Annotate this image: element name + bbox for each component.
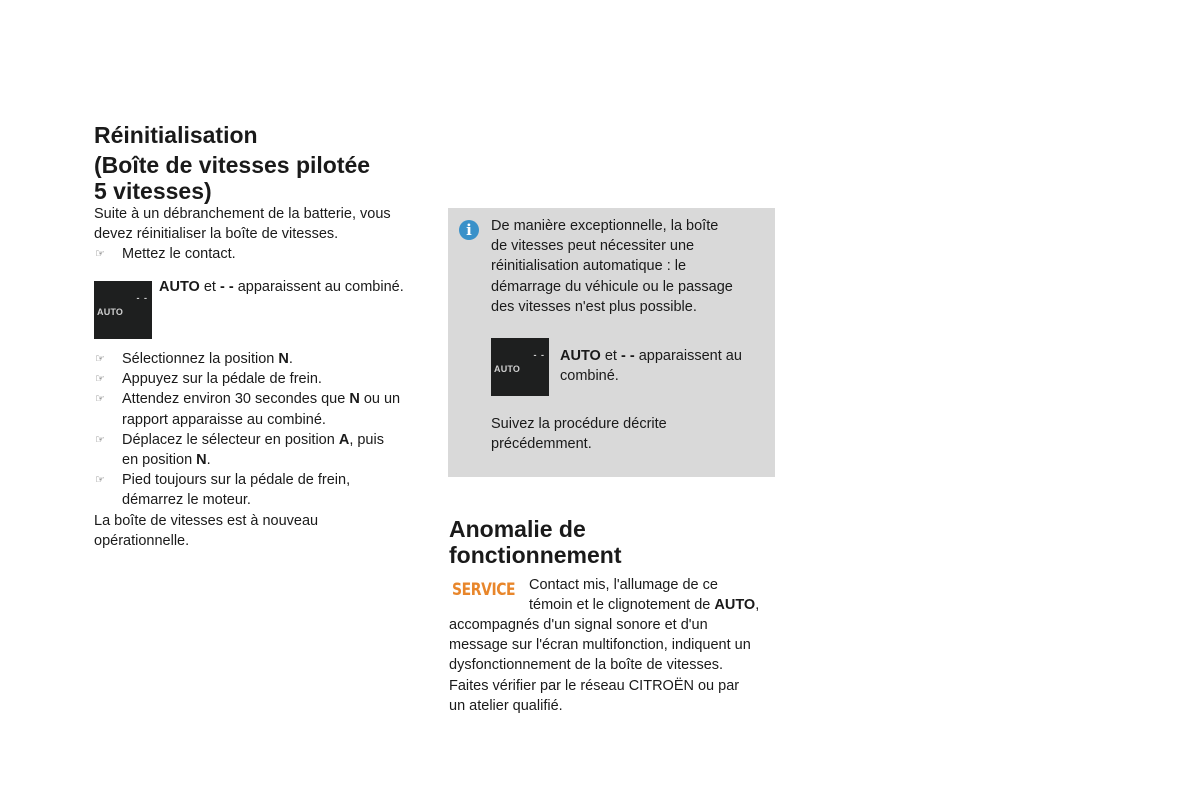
- step-text: , puis: [349, 431, 384, 448]
- step-text: Appuyez sur la pédale de frein.: [122, 371, 322, 388]
- section-title-line3: 5 vitesses): [94, 178, 212, 204]
- auto-label: AUTO: [714, 597, 756, 614]
- section-title-line1: Réinitialisation: [94, 122, 258, 148]
- step-bold-value: N: [349, 391, 360, 408]
- display-auto: AUTO: [494, 364, 521, 374]
- pointing-hand-icon: ☞: [95, 353, 105, 365]
- step-text: .: [206, 452, 211, 469]
- outro-line: opérationnelle.: [94, 533, 190, 550]
- display-dashes: - -: [533, 350, 545, 360]
- info-line: De manière exceptionnelle, la boîte: [491, 218, 719, 234]
- anomaly-section-title: [449, 516, 622, 568]
- section-title-line2: (Boîte de vitesses pilotée: [94, 152, 371, 178]
- step-text: Pied toujours sur la pédale de frein,: [122, 472, 351, 489]
- step-text: démarrez le moteur.: [122, 492, 251, 509]
- step-bold-value: N: [278, 351, 289, 367]
- anomaly-text: ,: [755, 597, 760, 614]
- info-line: démarrage du véhicule ou le passage: [491, 278, 733, 295]
- anomaly-line: un atelier qualifié.: [449, 697, 563, 714]
- step-text: Sélectionnez la position: [122, 351, 279, 367]
- outro-paragraph: [94, 511, 424, 551]
- pointing-hand-icon: ☞: [95, 248, 105, 261]
- intro-paragraph: [94, 204, 424, 265]
- step-line: [122, 369, 429, 389]
- info-line: des vitesses n'est plus possible.: [491, 298, 697, 315]
- step-text: en position: [122, 452, 197, 469]
- anomaly-line: message sur l'écran multifonction, indiquent un: [449, 637, 751, 654]
- dashes-label: - -: [219, 279, 234, 295]
- display-dashes: - -: [136, 293, 148, 303]
- pointing-hand-icon: ☞: [95, 393, 105, 406]
- instrument-display-image: [94, 281, 152, 339]
- step-bold-value: A: [338, 431, 350, 448]
- anomaly-line: Faites vérifier par le réseau CITROËN ou par: [449, 677, 740, 694]
- step-bold-value: N: [196, 452, 207, 469]
- anomaly-line: Contact mis, l'allumage de ce: [529, 577, 718, 593]
- outro-line: La boîte de vitesses est à nouveau: [94, 513, 319, 529]
- step-line: [122, 470, 429, 490]
- info-line: de vitesses peut nécessiter une: [491, 238, 695, 255]
- anomaly-intro: [529, 575, 789, 615]
- display-auto: AUTO: [97, 307, 124, 317]
- pointing-hand-icon: ☞: [95, 474, 105, 487]
- follow-line: précédemment.: [491, 436, 592, 453]
- anomaly-body: [449, 615, 789, 716]
- note-text: et: [600, 348, 621, 364]
- auto-label: AUTO: [159, 279, 200, 295]
- pointing-hand-icon: ☞: [95, 433, 105, 446]
- intro-line: Suite à un débranchement de la batterie, vous: [94, 206, 391, 222]
- step-line: [122, 389, 429, 409]
- left-section: [94, 122, 370, 204]
- step-text: Attendez environ 30 secondes que: [122, 391, 350, 408]
- info-text: [491, 216, 766, 317]
- anomaly-text: témoin et le clignotement de: [529, 597, 715, 614]
- auto-label: AUTO: [560, 348, 601, 364]
- follow-line: Suivez la procédure décrite: [491, 416, 667, 432]
- info-box: [448, 208, 775, 477]
- intro-line: devez réinitialiser la boîte de vitesses.: [94, 226, 339, 243]
- info-line: réinitialisation automatique : le: [491, 258, 687, 275]
- step-item: [94, 349, 429, 369]
- service-warning-icon: SERVICE: [452, 580, 516, 600]
- step-text: Déplacez le sélecteur en position: [122, 431, 339, 448]
- anomaly-line: accompagnés d'un signal sonore et d'un: [449, 617, 708, 633]
- step-text: rapport apparaisse au combiné.: [122, 411, 326, 428]
- step-item: [94, 470, 429, 510]
- note-text: combiné.: [560, 368, 619, 385]
- step-item: [94, 369, 429, 389]
- note-text: et: [199, 279, 220, 295]
- step-line: [122, 490, 429, 510]
- anomaly-title-line1: Anomalie de: [449, 516, 586, 542]
- step-line: [122, 450, 429, 470]
- info-follow-text: [491, 414, 761, 454]
- instrument-display-image: [491, 338, 549, 396]
- steps-list: [94, 349, 429, 511]
- step-contact: [94, 244, 424, 264]
- step-text: .: [288, 351, 293, 367]
- anomaly-line: [529, 595, 789, 615]
- note-text: apparaissent au: [634, 348, 742, 364]
- step-item: [94, 430, 429, 470]
- step-text: Mettez le contact.: [122, 246, 236, 263]
- dashes-label: - -: [620, 348, 635, 364]
- step-line: [122, 410, 429, 430]
- step-line: [122, 349, 429, 369]
- step-text: ou un: [359, 391, 401, 408]
- step-line: [122, 430, 429, 450]
- display-note: [159, 277, 429, 297]
- step-item: [94, 389, 429, 429]
- anomaly-line: dysfonctionnement de la boîte de vitesses.: [449, 657, 724, 674]
- anomaly-title-line2: fonctionnement: [449, 542, 622, 568]
- note-text: apparaissent au combiné.: [233, 279, 404, 295]
- info-display-note: [560, 346, 765, 386]
- info-icon: i: [459, 220, 479, 240]
- pointing-hand-icon: ☞: [95, 373, 105, 386]
